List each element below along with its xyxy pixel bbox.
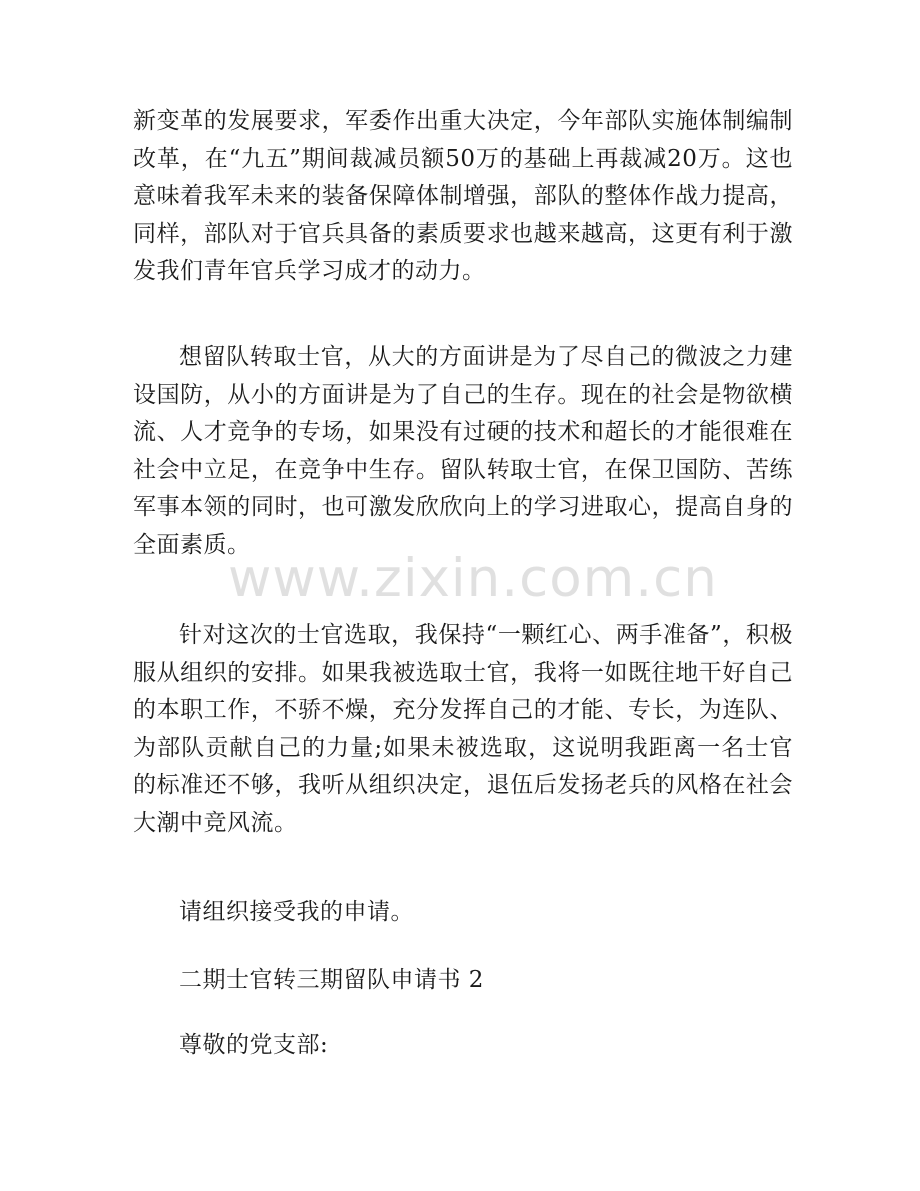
paragraph-reform: 新变革的发展要求，军委作出重大决定，今年部队实施体制编制改革，在“九五”期间裁减员额50万的基础上再裁减20万。这也意味着我军未来的装备保障体制增强，部队的整体作战力提高，同样，部队对于官兵具备的素质要求也越来越高，这更有利于激发我们青年官兵学习成才的动力。: [133, 108, 793, 284]
request-line: 请组织接受我的申请。: [179, 899, 414, 925]
salutation: 尊敬的党支部:: [179, 1032, 329, 1058]
paragraph-attitude: 针对这次的士官选取，我保持“一颗红心、两手准备”，积极服从组织的安排。如果我被选取士官，我将一如既往地干好自己的本职工作，不骄不燥，充分发挥自己的才能、专长，为连队、为部队贡献自己的力量;如果未被选取，这说明我距离一名士官的标准还不够，我听从组织决定，退伍后发扬老兵的风格在社会大潮中竞风流。: [133, 622, 793, 836]
paragraph-stay-reason: 想留队转取士官，从大的方面讲是为了尽自己的微波之力建设国防，从小的方面讲是为了自己的生存。现在的社会是物欲横流、人才竞争的专场，如果没有过硬的技术和超长的才能很难在社会中立足，在竞争中生存。留队转取士官，在保卫国防、苦练军事本领的同时，也可激发欣欣向上的学习进取心，提高自身的全面素质。: [133, 344, 793, 558]
watermark: www.zixin.com.cn: [228, 548, 718, 609]
section-title: 二期士官转三期留队申请书 2: [179, 967, 484, 993]
